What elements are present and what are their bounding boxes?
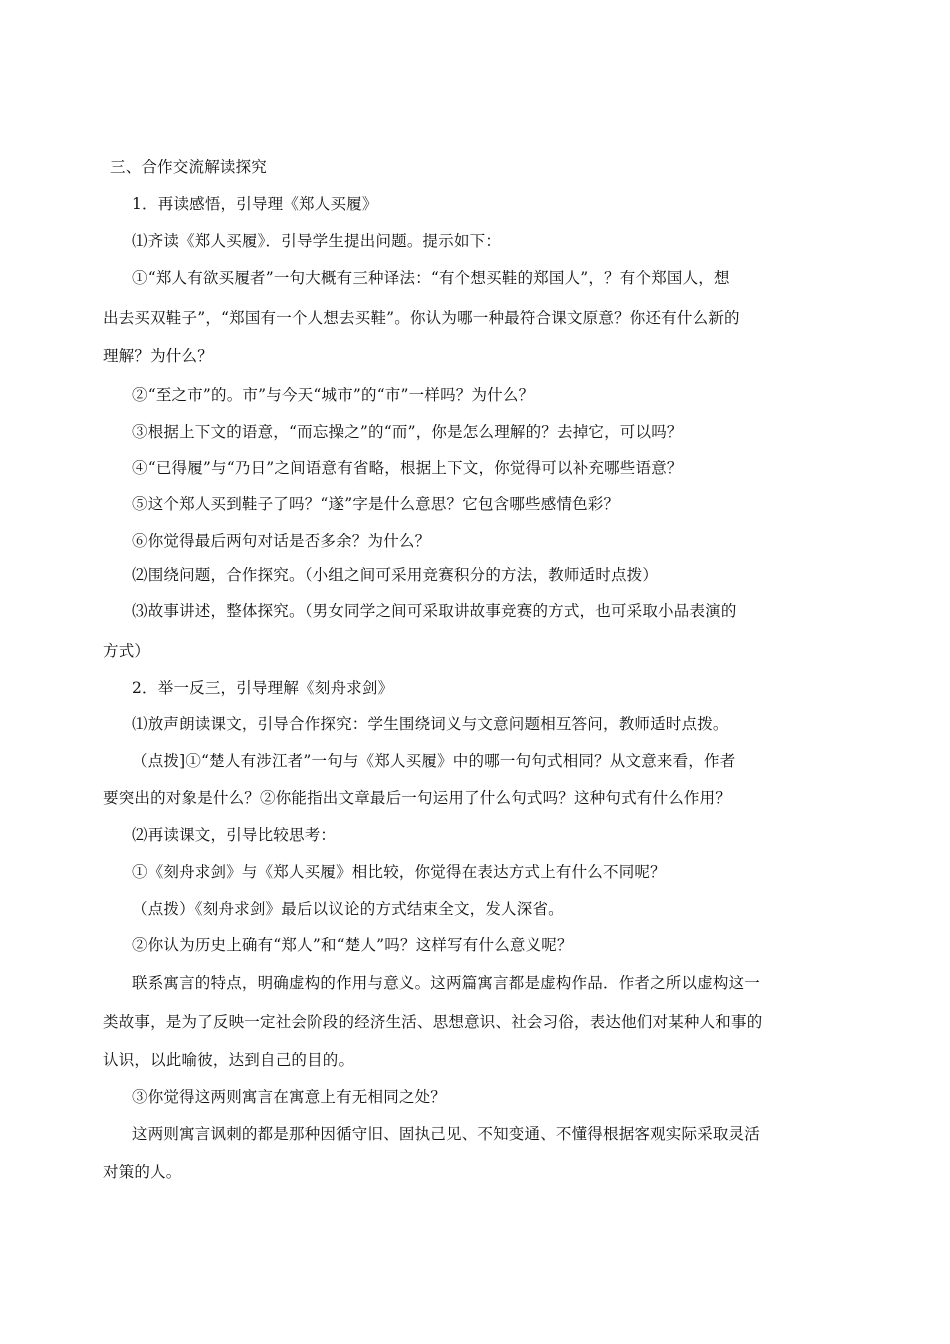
paragraph-1-line-1: 联系寓言的特点，明确虚构的作用与意义。这两篇寓言都是虚构作品．作者之所以虚构这一 <box>132 974 761 992</box>
item2-sub1: ⑴放声朗读课文，引导合作探究：学生围绕词义与文意问题相互答问，教师适时点拨。 <box>132 715 729 733</box>
item1-sub3-line-2: 方式） <box>103 642 151 660</box>
question-4: ④“已得履”与“乃日”之间语意有省略，根据上下文，你觉得可以补充哪些语意？ <box>132 459 683 477</box>
tip-1-line-2: 要突出的对象是什么？②你能指出文章最后一句运用了什么句式吗？这种句式有什么作用？ <box>103 789 732 807</box>
item1-heading: 1．再读感悟，引导理《郑人买履》 <box>132 195 378 213</box>
compare-2: ②你认为历史上确有“郑人”和“楚人”吗？这样写有什么意义呢？ <box>132 936 573 954</box>
section-heading: 三、合作交流解读探究 <box>110 158 268 176</box>
question-2: ②“至之市”的。市”与今天“城市”的“市”一样吗？为什么？ <box>132 386 535 404</box>
question-1-line-3: 理解？为什么？ <box>103 347 213 365</box>
question-3: ③根据上下文的语意，“而忘操之”的“而”，你是怎么理解的？去掉它，可以吗？ <box>132 423 683 441</box>
item1-sub3-line-1: ⑶故事讲述，整体探究。（男女同学之间可采取讲故事竞赛的方式，也可采取小品表演的 <box>132 602 737 620</box>
question-6: ⑥你觉得最后两句对话是否多余？为什么？ <box>132 532 431 550</box>
compare-1: ①《刻舟求剑》与《郑人买履》相比较，你觉得在表达方式上有什么不同呢？ <box>132 863 666 881</box>
question-1-line-1: ①“郑人有欲买履者”一句大概有三种译法：“有个想买鞋的郑国人”，？有个郑国人，想 <box>132 269 730 287</box>
item2-heading: 2．举一反三，引导理解《刻舟求剑》 <box>132 679 394 697</box>
tip-1-line-1: （点拨]①“楚人有涉江者”一句与《郑人买履》中的哪一句句式相同？从文意来看，作者 <box>132 752 736 770</box>
paragraph-2-line-2: 对策的人。 <box>103 1163 182 1181</box>
paragraph-1-line-3: 认识，以此喻彼，达到自己的目的。 <box>103 1051 355 1069</box>
compare-3: ③你觉得这两则寓言在寓意上有无相同之处？ <box>132 1088 447 1106</box>
paragraph-1-line-2: 类故事，是为了反映一定社会阶段的经济生活、思想意识、社会习俗，表达他们对某种人和事的 <box>103 1013 763 1031</box>
question-5: ⑤这个郑人买到鞋子了吗？“遂”字是什么意思？它包含哪些感情色彩？ <box>132 495 620 513</box>
item1-sub2: ⑵围绕问题，合作探究。（小组之间可采用竞赛积分的方法，教师适时点拨） <box>132 566 659 584</box>
item2-sub2: ⑵再读课文，引导比较思考： <box>132 826 337 844</box>
tip-2: （点拨）《刻舟求剑》最后以议论的方式结束全文，发人深省。 <box>132 900 564 918</box>
paragraph-2-line-1: 这两则寓言讽刺的都是那种因循守旧、固执己见、不知变通、不懂得根据客观实际采取灵活 <box>132 1125 761 1143</box>
question-1-line-2: 出去买双鞋子”，“郑国有一个人想去买鞋”。你认为哪一种最符合课文原意？你还有什么新的 <box>103 309 740 327</box>
item1-sub1: ⑴齐读《郑人买履》．引导学生提出问题。提示如下： <box>132 232 502 250</box>
